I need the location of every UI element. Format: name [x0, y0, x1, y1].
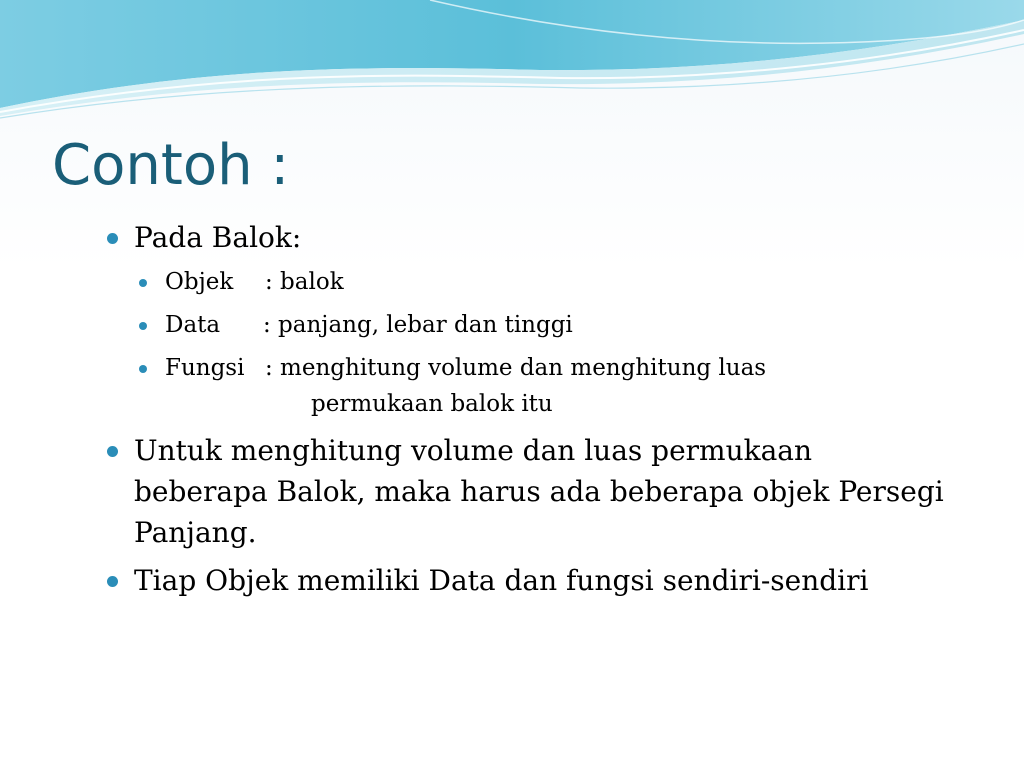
bullet-dot: [107, 576, 118, 587]
slide-title: Contoh :: [52, 133, 290, 198]
sub-bullet-value: : panjang, lebar dan tinggi: [263, 312, 573, 338]
sub-bullet-label: Data: [165, 312, 221, 338]
sub-bullet-continuation: permukaan balok itu: [311, 391, 553, 417]
sub-bullet-value: : balok: [265, 269, 344, 295]
sub-bullet-data: [165, 311, 965, 339]
bullet-dot: [107, 233, 118, 244]
bullet-tiap-objek: Tiap Objek memiliki Data dan fungsi sendiri-sendiri: [134, 564, 869, 597]
sub-bullet-fungsi: [165, 354, 965, 382]
bullet-untuk-line-3: Panjang.: [134, 516, 257, 549]
sub-bullet-objek: [165, 268, 965, 296]
sub-bullet-dot: [139, 365, 147, 373]
sub-bullet-label: Objek: [165, 269, 234, 295]
bullet-pada-balok: Pada Balok:: [134, 221, 302, 254]
sub-bullet-value: : menghitung volume dan menghitung luas: [265, 355, 767, 381]
sub-bullet-dot: [139, 322, 147, 330]
sub-bullet-dot: [139, 279, 147, 287]
bullet-dot: [107, 446, 118, 457]
sub-bullet-label: Fungsi: [165, 355, 245, 381]
bullet-untuk-line-1: Untuk menghitung volume dan luas permukaan: [134, 434, 813, 467]
bullet-untuk-line-2: beberapa Balok, maka harus ada beberapa objek Persegi: [134, 475, 944, 508]
